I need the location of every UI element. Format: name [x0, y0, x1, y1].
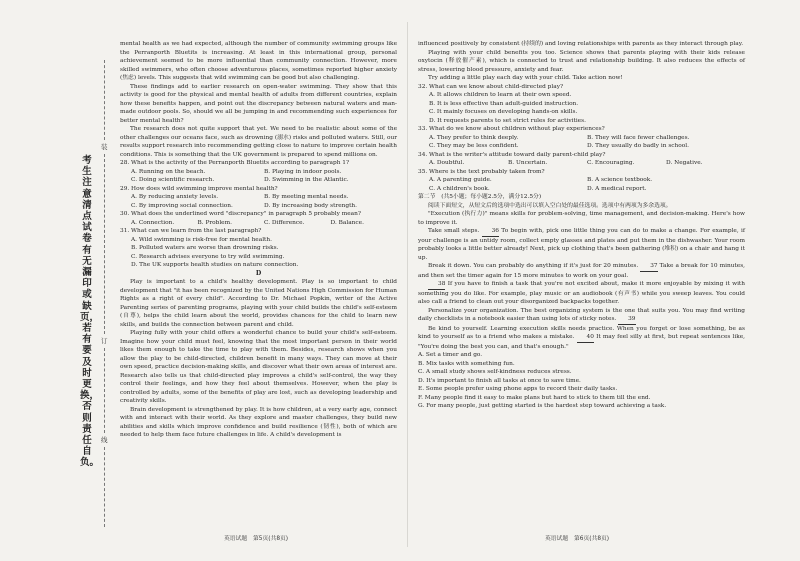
passage-paragraph: mental health as we had expected, although the number of community swimming groups like the Perranporth Bluetits is increasing. At least in this international group, personal achievement seemed to be more influential than community connection. However, more skilled swimmers, who often choose adventurous places, sometimes reported higher anxiety (焦虑) levels. This suggests that wild swimming can be good but also challenging.	[120, 41, 397, 81]
choice-option[interactable]: G. For many people, just getting started is the hardest step toward achieving a task.	[418, 403, 667, 409]
option[interactable]: B. Playing in indoor pools.	[264, 168, 342, 175]
option[interactable]: D. The UK supports health studies on nature connection.	[131, 262, 299, 268]
question-29	[120, 185, 397, 211]
option[interactable]: D. Swimming in the Atlantic.	[264, 177, 349, 183]
sentence: Take a break for 10 minutes, and then set the timer again for 15 more minutes to work on your goal.	[418, 263, 746, 279]
blank-37[interactable]: 37	[640, 262, 657, 272]
sentence: Break it down. You can probably do anything if it's just for 20 minutes.	[428, 263, 639, 269]
question-32	[418, 83, 745, 126]
option[interactable]: B. Problem.	[197, 219, 232, 226]
passage-paragraph	[418, 307, 745, 325]
option[interactable]: C. Difference.	[264, 219, 305, 226]
passage-paragraph: Play is important to a child's healthy development. Play is so important to child development that "it has been recognized by the United Nations High Commission for Human Rights as a right of every child". According to Dr. Michael Popkin, writer of the Active Parenting series of parenting programs, playing with your child builds the child's self-esteem (自尊), helps the child learn about the world, provides chances for the child to learn new skills, and builds the connection between parent and child.	[120, 279, 397, 328]
page-footer-left: 英语试题 第5页(共8页)	[224, 536, 289, 542]
blank-36[interactable]: 36	[482, 227, 499, 237]
option[interactable]: C. Encouraging.	[587, 160, 635, 166]
option[interactable]: B. Uncertain.	[508, 160, 548, 166]
option[interactable]: D. Negative.	[666, 160, 703, 166]
question-35	[418, 168, 745, 194]
passage-paragraph	[418, 227, 745, 262]
option[interactable]: A. A parenting guide.	[429, 177, 492, 183]
choice-option[interactable]: E. Some people prefer using phone apps to record their daily tasks.	[418, 386, 618, 392]
question-34	[418, 151, 745, 168]
question-stem: 32. What can we know about child-directed play?	[418, 83, 564, 90]
left-page	[120, 40, 397, 440]
question-stem: 31. What can we learn from the last paragraph?	[120, 228, 262, 234]
option[interactable]: D. They usually do badly in school.	[587, 143, 689, 149]
binding-mark-zhuang: 装	[101, 143, 108, 151]
passage-paragraph: These findings add to earlier research on open-water swimming. They show that this activity is good for the physical and mental health of adults from different countries, explain how these benefits happen, and point out the discrepancy between natural waters and man-made outdoor pools. So, should we all be jumping in and recommending such experiences for better mental health?	[120, 83, 397, 124]
option[interactable]: A. Wild swimming is risk-free for mental health.	[131, 236, 272, 243]
section-heading: D	[255, 269, 262, 277]
option[interactable]: C. It mainly focuses on developing hands-on skills.	[429, 109, 578, 115]
option[interactable]: D. By increasing body strength.	[264, 202, 357, 209]
question-stem: 28. What is the activity of the Perranporth Bluetits according to paragraph 1?	[120, 160, 350, 166]
choice-option[interactable]: D. It's important to finish all tasks at once to save time.	[418, 377, 581, 384]
option[interactable]: D. A medical report.	[587, 185, 647, 192]
sentence: Personalize your organization. The best organizing system is the one that suits you. You may find writing daily checklists in a notebook easier than using lots of sticky notes.	[418, 307, 745, 322]
question-stem: 29. How does wild swimming improve mental health?	[120, 185, 278, 192]
question-stem: 35. Where is the text probably taken from?	[418, 168, 545, 175]
choice-option[interactable]: C. A small study shows self-kindness reduces stress.	[418, 369, 572, 375]
passage-paragraph: Try adding a little play each day with your child. Take action now!	[428, 75, 623, 81]
passage-paragraph: Playing with your child benefits you too. Science shows that parents playing with their kids release oxytocin (释放催产素), which is connected to trust and relationship building. It also reduces the effects of stress, lowering blood pressure, anxiety and fear.	[418, 49, 745, 73]
option[interactable]: D. It requests parents to set strict rules for activities.	[429, 117, 586, 124]
sentence: Take small steps.	[428, 228, 480, 234]
option[interactable]: A. Running on the beach.	[131, 168, 206, 175]
sentence: If you have to finish a task that you're not excited about, make it more enjoyable by mixing it with something you do like. For example, play music or an audiobook (有声书) while you sweep leaves. You could also call a friend to clean out your disorganized backpacks together.	[418, 281, 745, 305]
option[interactable]: B. By meeting mental needs.	[264, 194, 349, 200]
binding-line	[104, 154, 105, 334]
choice-option[interactable]: A. Set a timer and go.	[418, 352, 483, 358]
sentence: Be kind to yourself. Learning execution skills needs practice. When you forget or lose something, be as kind to yourself as to a friend who makes a mistake.	[418, 325, 745, 340]
passage-paragraph: Brain development is strengthened by play. It is how children, at a very early age, connect with and interact with their world. As they explore and master challenges, they build new abilities and skills which improve confidence and build resilience (韧性), both of which are needed to help them face future challenges in life. A child's development is	[120, 406, 397, 438]
option[interactable]: A. It allows children to learn at their own speed.	[429, 92, 572, 98]
question-stem: 30. What does the underlined word "discrepancy" in paragraph 5 probably mean?	[120, 211, 361, 217]
sentence: To begin with, pick one little thing you can do to make a change. For example, if your challenge is an untidy room, collect empty glasses and plates and put them in the dishwasher. Your room probably looks a little better already! Next, pick up clothing that's been gathering (堆积) on a chair and hang it up.	[418, 228, 745, 261]
choice-option[interactable]: B. Mix tasks with something fun.	[418, 360, 515, 367]
binding-line	[104, 447, 105, 527]
option[interactable]: D. Balance.	[330, 219, 364, 226]
section-instructions: 阅读下面短文，从短文后的选项中选出可以填入空白处的最佳选项。选项中有两项为多余选项。	[428, 202, 672, 209]
option[interactable]: A. Doubtful.	[429, 160, 465, 166]
choice-list	[418, 351, 745, 411]
question-31	[120, 227, 397, 270]
blank-40[interactable]: 40	[577, 333, 594, 343]
question-33	[418, 125, 745, 151]
question-30	[120, 210, 397, 227]
option[interactable]: C. By improving social connection.	[131, 202, 233, 209]
passage-paragraph: The research does not quite support that yet. We need to be realistic about some of the other challenges our oceans face, such as drowning (溺水) risks and polluted waters. Still, our results support research into recommending getting close to nature to improve certain health conditions. This is something that the UK government is prepared to spend millions on.	[120, 126, 397, 158]
option[interactable]: B. Polluted waters are worse than drowning risks.	[131, 245, 279, 251]
passage-paragraph: Playing fully with your child offers a wonderful chance to build your child's self-esteem. Imagine how your child must feel, knowing that the most important person in their world likes them enough to take the time to play with them. Besides, research shows when you allow the play to be child-directed, children benefit in many ways. They can move at their own speed, practice decision-making skills, and discover what their own areas of interest are. Research also tells us that child-directed play improves a child's self-control, the way they control their feelings, and how they feel about themselves. However, when the play is controlled by adults, some of the benefits of play are lost, such as developing leadership and creativity skills.	[120, 330, 397, 404]
option[interactable]: A. They prefer to think deeply.	[429, 134, 519, 141]
binding-line	[104, 60, 105, 140]
passage-paragraph	[418, 280, 745, 307]
option[interactable]: B. It is less effective than adult-guided instruction.	[429, 100, 579, 107]
binding-mark-xian: 线	[101, 436, 108, 444]
binding-line	[104, 348, 105, 433]
binding-notice: 考生注意清点试卷有无漏印或缺页，若有要及时更换，否则责任自负。	[80, 155, 100, 469]
section-title: 第二节 (共5小题；每小题2.5分，满分12.5分)	[418, 194, 542, 200]
sentence: It may feel silly at first, but repeat sentences like, "You're doing the best you can, and that's enough."	[418, 334, 746, 350]
right-page	[418, 40, 745, 411]
blank-39[interactable]: 39	[618, 315, 635, 325]
option[interactable]: A. Connection.	[131, 219, 175, 226]
option[interactable]: C. Doing scientific research.	[131, 177, 215, 183]
choice-option[interactable]: F. Many people find it easy to make plans but hard to stick to them till the end.	[418, 394, 651, 401]
page-footer-right: 英语试题 第6页(共8页)	[545, 536, 610, 542]
option[interactable]: C. They may be less confident.	[429, 143, 519, 149]
passage-paragraph: "Execution (执行力)" means skills for problem-solving, time management, and decision-making. Here's how to improve it.	[418, 211, 745, 226]
option[interactable]: C. A children's book.	[429, 185, 490, 192]
blank-38[interactable]: 38	[428, 280, 445, 290]
binding-mark-ding: 订	[101, 337, 108, 345]
option[interactable]: A. By reducing anxiety levels.	[131, 194, 219, 200]
question-stem: 33. What do we know about children without play experiences?	[418, 126, 605, 132]
option[interactable]: C. Research advises everyone to try wild swimming.	[131, 253, 285, 260]
question-28	[120, 159, 397, 185]
option[interactable]: B. A science textbook.	[587, 177, 653, 183]
option[interactable]: B. They will face fewer challenges.	[587, 134, 690, 141]
passage-paragraph	[418, 262, 745, 280]
passage-paragraph: influenced positively by consistent (持续的) and loving relationships with parents as they interact through play.	[418, 41, 744, 47]
center-crease	[407, 22, 408, 547]
question-stem: 34. What is the writer's attitude toward daily parent-child play?	[418, 151, 606, 158]
passage-paragraph	[418, 325, 745, 352]
